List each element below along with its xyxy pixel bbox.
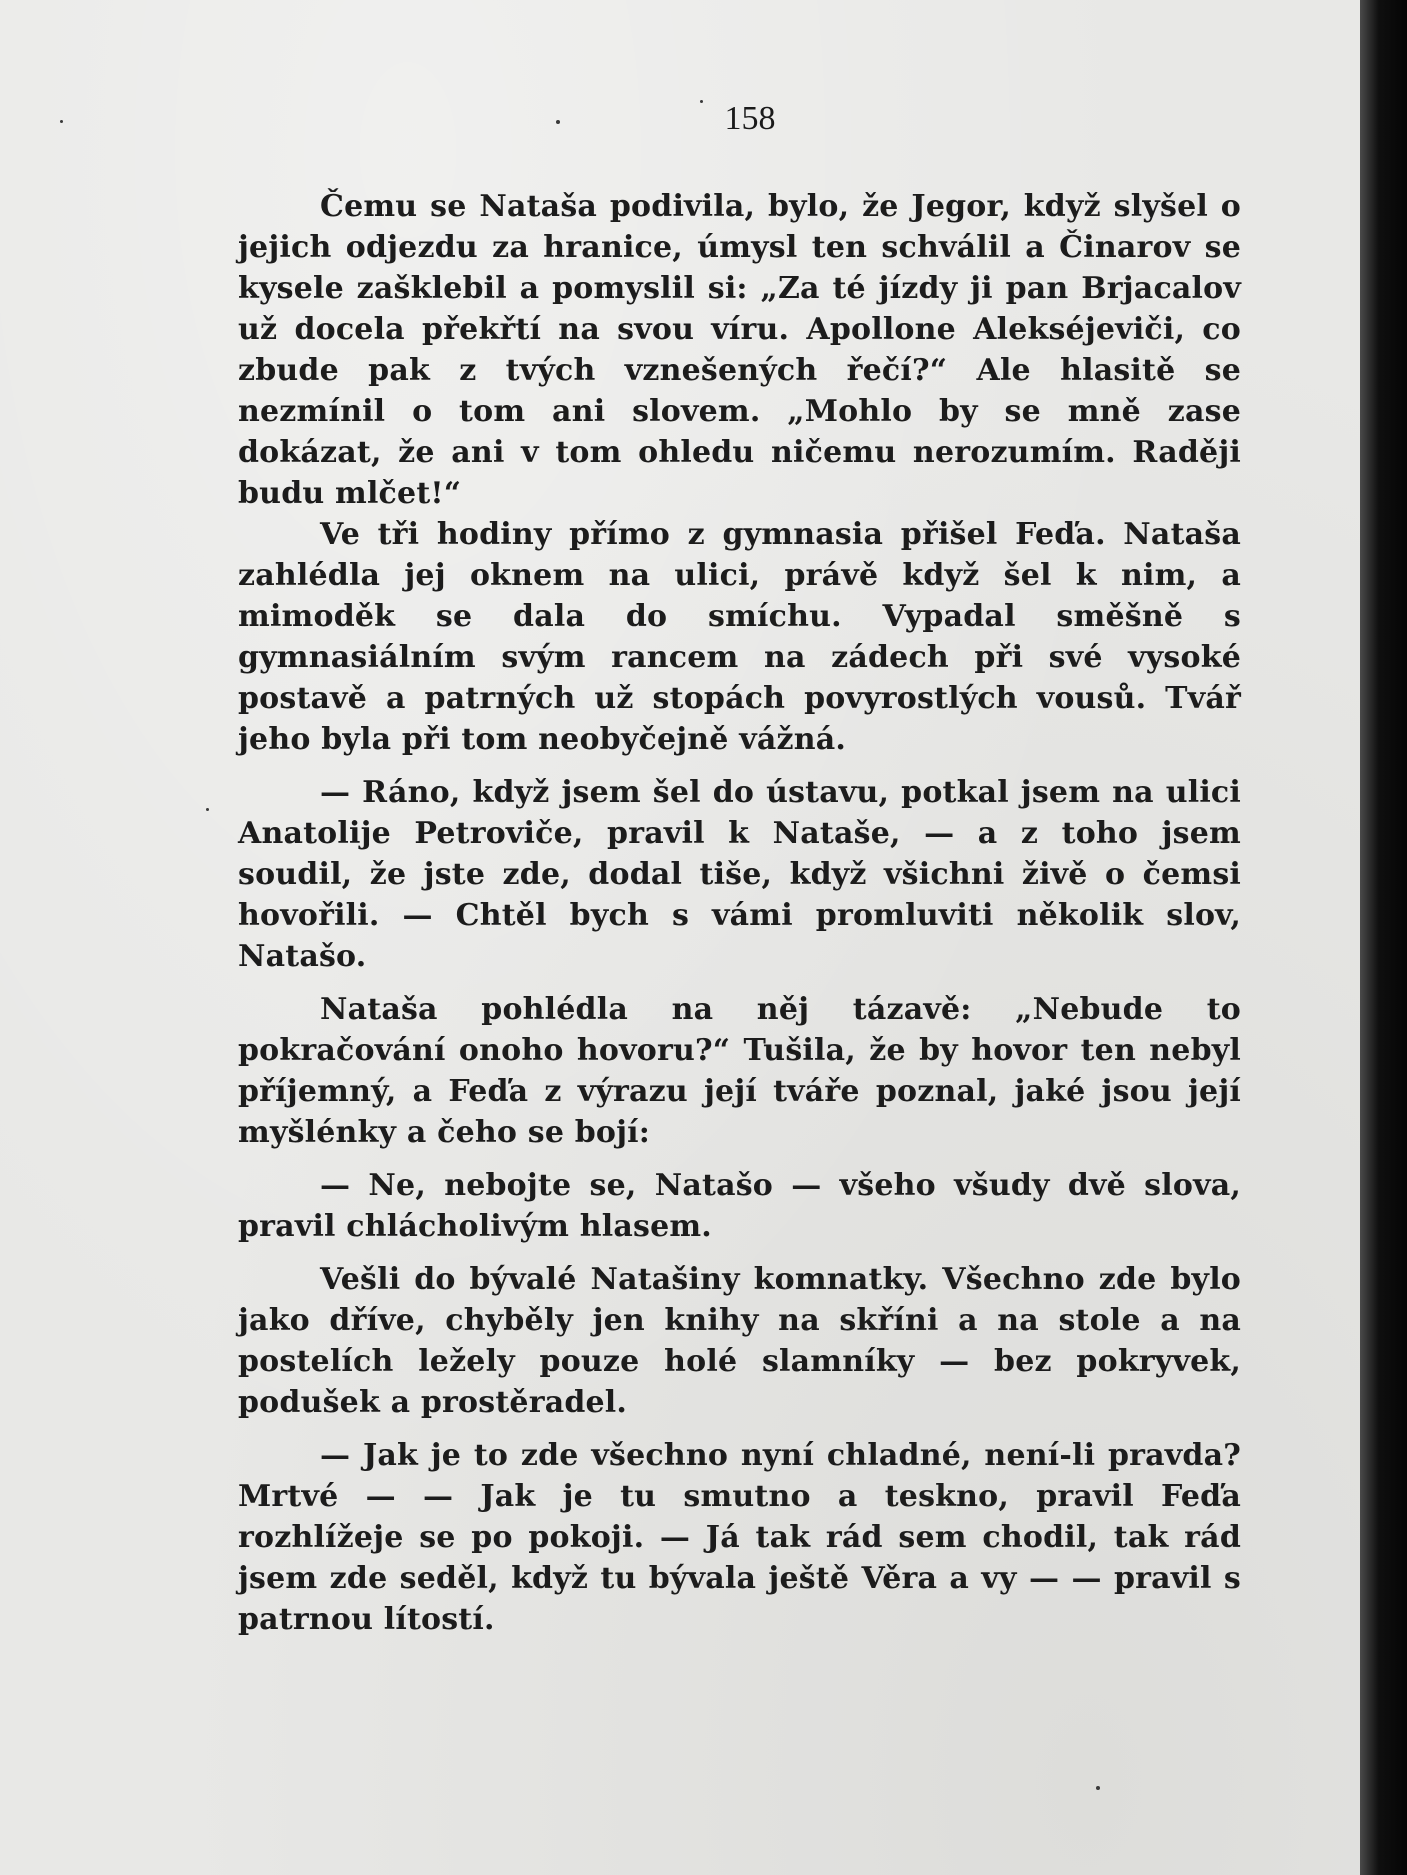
paragraph-2: Ve tři hodiny přímo z gymnasia přišel Feďa. Nataša zahlédla jej oknem na ulici, právě když šel k nim, a mimoděk se dala do smíchu. Vypadal směšně s gymnasiálním svým rancem na zádech při své vysoké postavě a patrných už stopách povyrostlých vousů. Tvář jeho byla při tom neobyčejně vážná. xyxy=(238,517,1241,757)
paper-speck xyxy=(60,120,63,123)
paragraph-4: Nataša pohlédla na něj tázavě: „Nebude to pokračování onoho hovoru?“ Tušila, že by hovor ten nebyl příjemný, a Feďa z výrazu její tváře poznal, jaké jsou její myšlénky a čeho se bojí: xyxy=(238,992,1241,1150)
paragraph-5: — Ne, nebojte se, Natašo — všeho všudy dvě slova, pravil chlácholivým hlasem. xyxy=(238,1168,1241,1244)
paragraph-6: Vešli do bývalé Natašiny komnatky. Všechno zde bylo jako dříve, chyběly jen knihy na skříni a na stole a na postelích ležely pouze holé slamníky — bez pokryvek, podušek a prostěradel. xyxy=(238,1262,1241,1420)
page-edge-shadow xyxy=(1360,0,1407,1875)
paragraph-1: Čemu se Nataša podivila, bylo, že Jegor, když slyšel o jejich odjezdu za hranice, úmysl ten schválil a Činarov se kysele zašklebil a pomyslil si: „Za té jízdy ji pan Brjacalov už docela překřtí na svou víru. Apollone Alekséjeviči, co zbude pak z tvých vznešených řečí?“ Ale hlasitě se nezmínil o tom ani slovem. „Mohlo by se mně zase dokázat, že ani v tom ohledu ničemu nerozumím. Raději budu mlčet!“ xyxy=(238,189,1241,511)
page-number: 158 xyxy=(724,100,776,137)
paper-speck xyxy=(206,808,209,811)
paper-speck xyxy=(556,120,560,124)
paper-speck xyxy=(1096,1786,1100,1790)
paragraph-7: — Jak je to zde všechno nyní chladné, není-li pravda? Mrtvé — — Jak je tu smutno a teskno, pravil Feďa rozhlížeje se po pokoji. — Já tak rád sem chodil, tak rád jsem zde seděl, když tu bývala ještě Věra a vy — — pravil s patrnou lítostí. xyxy=(238,1438,1241,1637)
paragraph-3: — Ráno, když jsem šel do ústavu, potkal jsem na ulici Anatolije Petroviče, pravil k Nataše, — a z toho jsem soudil, že jste zde, dodal tiše, když všichni živě o čemsi hovořili. — Chtěl bych s vámi promluviti několik slov, Natašo. xyxy=(238,775,1241,974)
paper-speck xyxy=(700,100,703,103)
body-text xyxy=(238,186,1241,1652)
